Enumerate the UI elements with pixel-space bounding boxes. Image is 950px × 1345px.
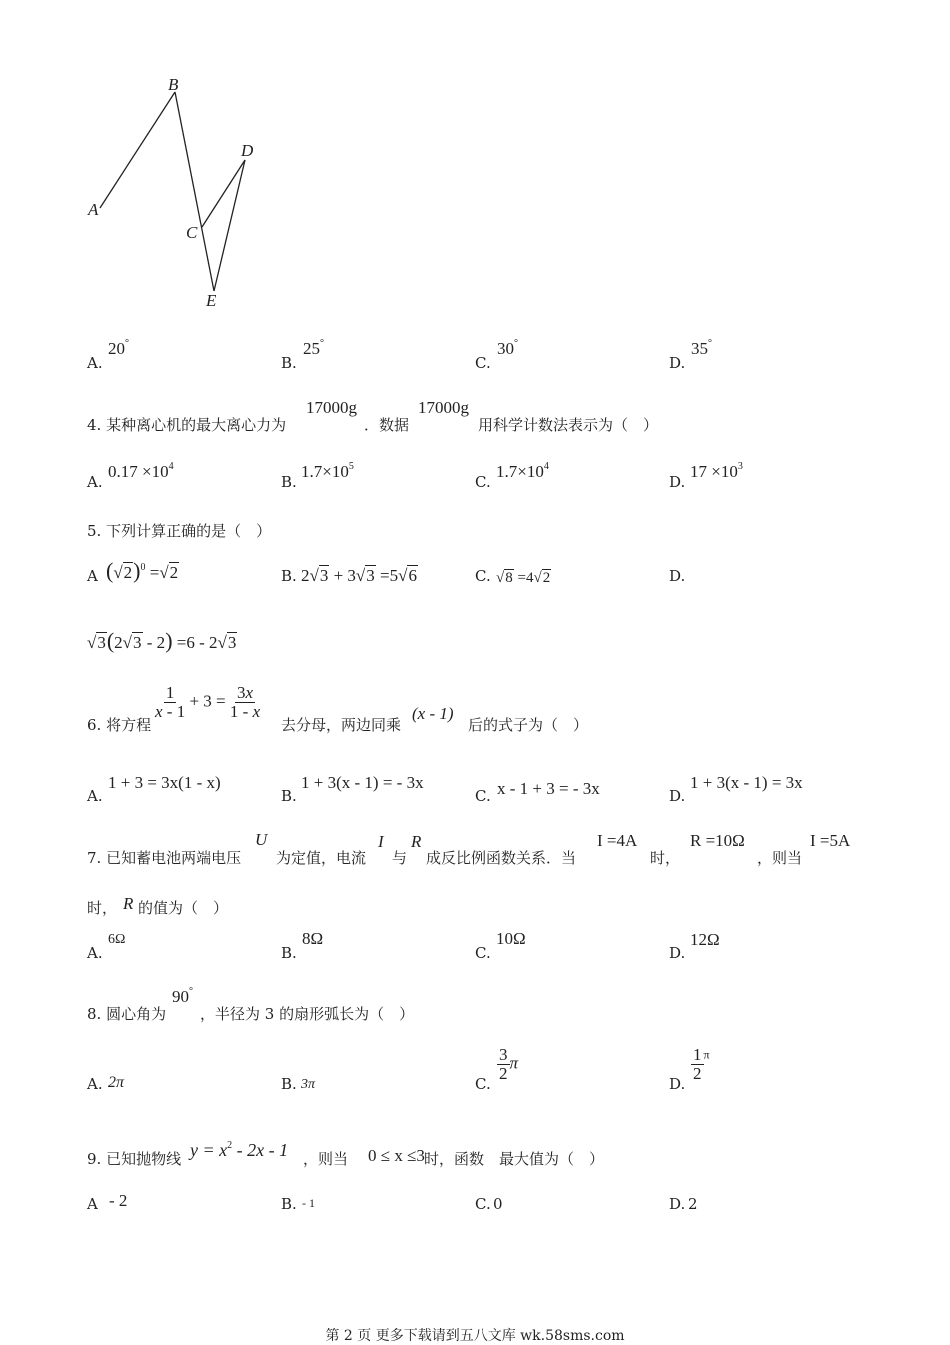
q4-option-a-letter: A. [87,473,103,491]
q3-option-d-letter: D. [669,354,686,372]
q4-option-b-letter: B. [281,473,297,491]
q9-option-b-letter: B. [281,1195,297,1213]
q9-option-a-value[interactable]: - 2 [109,1191,128,1210]
q7-option-b-letter: B. [281,944,297,962]
q9-range: 0 ≤ x ≤3 [368,1146,425,1165]
q3-option-a-value[interactable]: 20° [108,338,129,358]
q7-option-c-letter: C. [475,944,491,962]
label-E: E [206,291,217,310]
q7-condition-1: I =4A [597,831,638,850]
q9-text-1: 9. 已知抛物线 [87,1150,182,1168]
q6-option-a-expr[interactable]: 1 + 3 = 3x(1 - x) [108,773,221,792]
q4-option-a-value[interactable]: $0.17 \times 10^4$ [108,461,174,481]
q5-stem: 5. 下列计算正确的是（ ） [87,522,272,540]
q7-text-1: 7. 已知蓄电池两端电压 [87,849,242,867]
q7-option-a-letter: A. [87,944,103,962]
q7-symbol-R2: R [123,894,134,913]
q7-text-2: 为定值，电流 [276,849,367,867]
q9-option-c-value[interactable]: 0 [493,1195,503,1213]
q7-symbol-I: I [378,832,384,851]
q9-text-3: 时，函数 最大值为（ ） [424,1150,605,1168]
segment-AB [100,92,175,208]
q8-option-d-value[interactable]: $\frac{1}{2}$ $^\pi$ [693,1045,710,1083]
q5-option-b-letter: B. [281,567,297,585]
q7-option-d-value[interactable]: 12Ω [690,930,720,949]
q5-option-a-expr[interactable]: $(√2)^0 =√2$ [106,558,179,583]
q8-angle: 90° [172,986,193,1006]
q7-text-3: 与 [392,849,408,867]
q6-option-c-expr[interactable]: x - 1 + 3 = - 3x [497,779,600,798]
q8-option-b-letter: B. [281,1075,297,1093]
q9-option-b-value[interactable]: - 1 [302,1196,315,1210]
q8-option-d-letter: D. [669,1075,686,1093]
segment-BE [175,92,214,291]
q6-text-post: 去分母，两边同乘 [281,716,402,734]
segment-DC [202,160,245,227]
q8-option-c-letter: C. [475,1075,491,1093]
q4-option-c-letter: C. [475,473,491,491]
q4-value-1: 17000g [306,398,357,417]
q6-text-tail: 后的式子为（ ） [468,716,589,734]
q7-option-b-value[interactable]: 8Ω [302,929,324,948]
q4-text-mid: ．数据 [364,416,410,434]
q5-option-c-expr[interactable]: √8 =4√2 [496,570,551,586]
q3-option-b-letter: B. [281,354,297,372]
q7-text-7: 时， [87,899,118,917]
q3-option-d-value[interactable]: 35° [691,338,712,358]
q9-option-d-letter: D. [669,1195,686,1213]
q4-value-2: 17000g [418,398,469,417]
q9-option-d-value[interactable]: 2 [688,1195,698,1213]
q9-text-2: ，则当 [303,1150,349,1168]
q3-option-c-letter: C. [475,354,491,372]
q8-option-c-value[interactable]: $\frac{3}{2}$ π [499,1045,519,1083]
q8-option-a-letter: A. [87,1075,103,1093]
page-footer: 第 2 页 更多下载请到五八文库 wk.58sms.com [325,1328,625,1344]
q3-option-c-value[interactable]: 30° [497,338,518,358]
q9-option-a-letter: A [87,1195,98,1213]
q7-text-8: 的值为（ ） [138,899,229,917]
q6-multiplier: (x - 1) [412,704,454,723]
label-B: B [168,75,179,94]
q4-option-c-value[interactable]: $1.7\times 10^4$ [496,461,549,481]
q7-symbol-R: R [411,832,422,851]
q3-option-b-value[interactable]: 25° [303,338,324,358]
q6-option-b-expr[interactable]: 1 + 3(x - 1) = - 3x [301,773,424,792]
q5-option-a-letter: A [87,567,98,585]
q7-condition-2: R =10Ω [690,831,745,850]
q8-option-b-value[interactable]: 3π [301,1077,316,1092]
q9-option-c-letter: C. [475,1195,491,1213]
label-D: D [241,141,254,160]
q8-text-1: 8. 圆心角为 [87,1005,167,1023]
q7-option-d-letter: D. [669,944,686,962]
q7-symbol-U: U [255,830,268,849]
q6-option-d-letter: D. [669,787,686,805]
segment-ED [214,160,245,291]
q5-option-d-letter: D. [669,567,686,585]
label-C: C [186,223,198,242]
q7-text-6: ，则当 [757,849,803,867]
q4-option-d-letter: D. [669,473,686,491]
q7-text-5: 时， [650,849,681,867]
q7-option-a-value[interactable]: 6Ω [108,932,126,947]
q6-option-c-letter: C. [475,787,491,805]
q5-option-d-expr[interactable]: √3(2√3 - 2) =6 - 2√3 [87,628,237,653]
label-A: A [88,200,99,219]
q5-option-c-letter: C. [475,567,491,585]
q7-text-4: 成反比例函数关系．当 [426,849,577,867]
q7-option-c-value[interactable]: 10Ω [496,929,526,948]
q3-option-a-letter: A. [87,354,103,372]
q6-option-d-expr[interactable]: 1 + 3(x - 1) = 3x [690,773,803,792]
q4-option-b-value[interactable]: $1.7\times 10^5$ [301,461,354,481]
q9-equation: $y = x^2 - 2x - 1$ [190,1140,289,1160]
q5-option-b-expr[interactable]: 2√3 + 3√3 =5√6 [301,566,417,585]
geometry-figure [80,70,280,320]
q8-option-a-value[interactable]: 2π [108,1074,125,1091]
q6-equation: $\frac{1}{x - 1}$ + 3 = $\frac{3x}{1 - x}$ [155,683,261,721]
q6-option-a-letter: A. [87,787,103,805]
q7-condition-3: I =5A [810,831,851,850]
q4-text-pre: 4. 某种离心机的最大离心力为 [87,416,287,434]
q4-text-post: 用科学计数法表示为（ ） [478,416,659,434]
q6-option-b-letter: B. [281,787,297,805]
q6-text-pre: 6. 将方程 [87,716,152,734]
q4-option-d-value[interactable]: $17 \times 10^3$ [690,461,743,481]
q8-text-2: ，半径为 3 的扇形弧长为（ ） [200,1005,415,1023]
